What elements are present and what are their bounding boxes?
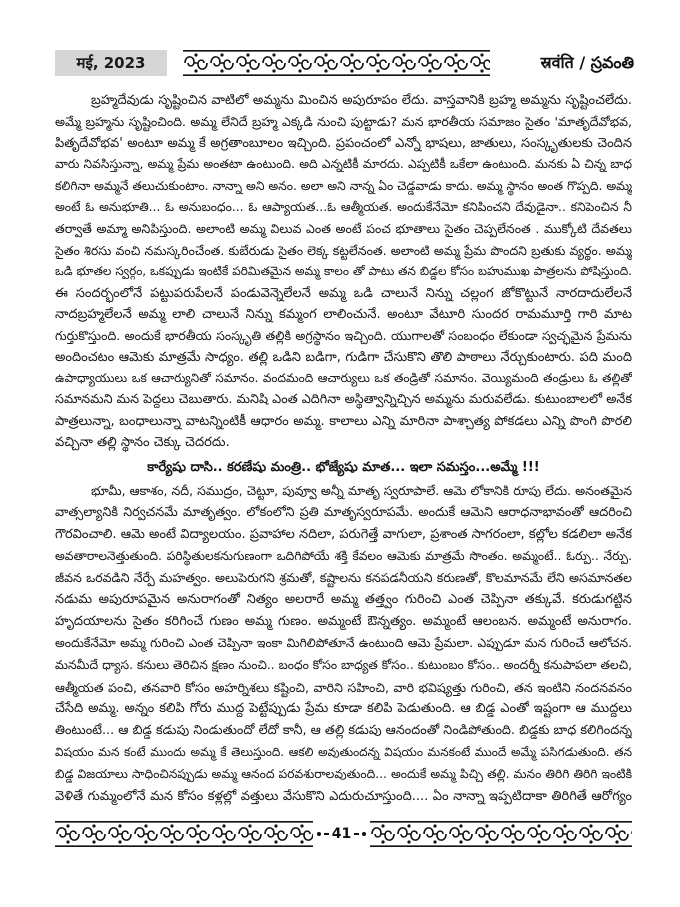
paragraph-1-line: గుర్తుకొస్తుంది. అందుకే భారతీయ సంస్కృతి తల్లికి అగ్రస్థానం ఇచ్చింది. యుగాలతో సంబంధం లేకుండా స్వచ్ఛమైన ప్రేమను: [55, 328, 632, 344]
paragraph-1-line: బ్రహ్మదేవుడు సృష్టించిన వాటిలో అమ్మను మించిన అపురూపం లేదు. వాస్తవానికి బ్రహ్మ అమ్మను సృష్టించలేదు.: [91, 93, 632, 108]
paragraph-1-line: కలిగినా అమ్మనే తలుచుకుంటాం. నాన్నా అని అనం. అలా అని నాన్న ఏం చెడ్డవాడు కాదు. అమ్మ స్థానం అంత గొప్పది. అమ్మ: [55, 178, 632, 193]
paragraph-1-line: నాదబ్రహ్మలేలనే అమ్మ లాలి చాలునే నిన్ను కమ్మంగ లాలించునే. అంటూ వేటూరి సుందర రామమూర్తి గారి మాట: [55, 306, 632, 322]
paragraph-1-line: పాత్రలున్నా, బంధాలున్నా వాటన్నింటికీ ఆధారం అమ్మ. కాలాలు ఎన్ని మారినా పాశ్చాత్య పోకడలు ఎన్ని పొంగి పొరలి: [55, 413, 632, 429]
article-paragraph-1: [55, 90, 632, 454]
paragraph-2-line: అవతారాలనెత్తుతుంది. పరిస్థితులకనుగుణంగా ఒదిగిపోయే శక్తి కేవలం ఆమెకు మాత్రమే సొంతం. అమ్మంటే.. ఓర్పు.. నేర్పు.: [55, 548, 632, 563]
paragraph-2-line: హృదయాలను సైతం కరిగించే గుణం అమ్మ గుణం. అమ్మంటే ఔన్నత్యం. అమ్మంటే ఆలంబన. అమ్మంటే అనురాగం.: [55, 614, 632, 630]
paragraph-2-line: భూమీ, ఆకాశం, నదీ, సముద్రం, చెట్టూ, పువ్వూ అన్నీ మాతృ స్వరూపాలే. ఆమె లోకానికి రూపు లేదు. అనంతమైన: [91, 483, 632, 498]
page-number-badge: [313, 821, 370, 847]
paragraph-2-line: చేసేది అమ్మ. అన్నం కలిపి గోరు ముద్ద పెట్టేప్పుడు ప్రేమ కూడా కలిపి పెడుతుంది. ఆ బిడ్డ ఎంతో ఇష్టంగా ఆ ముద్దలు: [55, 701, 632, 717]
paragraph-1-line: సైతం శిరసు వంచి నమస్కరించేంత. కుబేరుడు సైతం లెక్క కట్టలేనంత. అలాంటి అమ్మ ప్రేమ పొందని బ్రతుకు వ్యర్థం. అమ్మ: [55, 242, 632, 258]
footer-ornament-left: [55, 821, 313, 847]
header-ornament-border: [183, 50, 490, 76]
paragraph-1-line: పితృదేవోభవ' అంటూ అమ్మ కే అగ్రతాంబూలం ఇచ్చింది. ప్రపంచంలో ఎన్నో భాషలు, జాతులు, సంస్కృతులకు చెందిన: [55, 135, 632, 151]
paragraph-2-line: నడుమ అపురూపమైన అనురాగంతో నిత్యం అలరారే అమ్మ తత్త్వం గురించి ఎంత చెప్పినా తక్కువే. కరుడుగట్టిన: [55, 592, 632, 608]
paragraph-1-line: అందించటం ఆమెకు మాత్రమే సాధ్యం. తల్లి ఒడిని బడిగా, గుడిగా చేసుకొని తొలి పాఠాలు నేర్చుకుంటారు. పది మంది: [55, 349, 632, 365]
paragraph-1-line: తర్వాతే అమ్మా అనిపిస్తుంది. అలాంటి అమ్మ విలువ ఎంత అంటే పంచ భూతాలు సైతం చెప్పలేనంత . ముక్కోటి దేవతలు: [55, 221, 632, 237]
paragraph-2-line: మనమీదే ధ్యాస. కనులు తెరిచిన క్షణం నుంచి.. బంధం కోసం బాధ్యత కోసం.. కుటుంబం కోసం.. అందర్నీ కనుపాపలా తలచి,: [55, 657, 632, 672]
paragraph-2-line: వాత్సల్యానికి నిర్వచనమే మాతృత్వం. లోకంలోని ప్రతి మాతృస్వరూపమే. అందుకే ఆమెని ఆరాధనాభావంతో ఆదరించి: [55, 504, 632, 520]
footer-ornament-right: [370, 821, 632, 847]
paragraph-1-line: అమ్మే బ్రహ్మను సృష్టించింది. అమ్మ లేనిదే బ్రహ్మ ఎక్కడి నుంచి పుట్టాడు? మన భారతీయ సమాజం సైతం 'మాతృదేవోభవ,: [55, 114, 632, 130]
paragraph-2-line: బిడ్డ విజయాలు సాధించినప్పుడు అమ్మ ఆనంద పరవశురాలవుతుంది... అందుకే అమ్మ పిచ్చి తల్లి. మనం తిరిగి తిరిగి ఇంటికి: [55, 766, 632, 781]
paragraph-1-line: వారు నివసిస్తున్నా, అమ్మ ప్రేమ అంతటా ఉంటుంది. అది ఎన్నటికీ మారదు. ఎప్పటికీ ఒకేలా ఉంటుంది. మనకు ఏ చిన్న బాధ: [55, 157, 632, 172]
paragraph-1-line: ఒడి భూతల స్వర్గం, ఒకప్పుడు ఇంటికే పరిమితమైన అమ్మ కాలం తో పాటు తన బిడ్డల కోసం బహుముఖ పాత్రలను పోషిస్తుంది.: [55, 264, 632, 279]
paragraph-1-line: ఉపాధ్యాయులు ఒక ఆచార్యునితో సమానం. వందమంది ఆచార్యులు ఒక తండ్రితో సమానం. వెయ్యిమంది తండ్రులు ఓ తల్లితో: [55, 371, 632, 386]
paragraph-2-line: అందుకేనేమో అమ్మ గురించి ఎంత చెప్పినా ఇంకా మిగిలిపోతూనే ఉంటుంది ఆమె ప్రేమలా. ఎప్పుడూ మన గురించే ఆలోచన.: [55, 635, 632, 650]
paragraph-2-line: ఆత్మీయత పంచి, తనవారి కోసం అహర్నిశలు కష్టించి, వారిని సహించి, వారి భవిష్యత్తు గురించి, తన ఇంటిని నందనవనం: [55, 679, 632, 695]
ornament-dot: [362, 832, 366, 836]
paragraph-2-line: తింటుంటే... ఆ బిడ్డ కడుపు నిండుతుందో లేదో కానీ, ఆ తల్లి కడుపు ఆనందంతో నిండిపోతుంది. బిడ్డకు బాధ కలిగిందన్న: [55, 723, 632, 739]
article-subheading: కార్యేషు దాసి.. కరణేషు మంత్రి.. భోజ్యేషు మాత... ఇలా సమస్తం...అమ్మే !!!: [147, 460, 540, 475]
paragraph-2-line: విషయం మన కంటే ముందు అమ్మ కే తెలుస్తుంది. ఆకలి అవుతుందన్న విషయం మనకంటే ముందే అమ్మే పసిగడుతుంది. తన: [55, 745, 632, 760]
paragraph-1-line: సమానమని మన పెద్దలు చెబుతారు. మనిషి ఎంత ఎదిగినా అస్థిత్వాన్నిచ్చిన అమ్మను మరువలేడు. కుటుంబాలలో అనేక: [55, 392, 632, 408]
page-number: 41: [331, 826, 352, 842]
paragraph-2-line: జీవన ఒరవడిని నేర్పే మహత్వం. అలుపెరుగని శ్రమతో, కష్టాలను కనపడనీయని కరుణతో, కొలమానమే లేని అసమానతల: [55, 570, 632, 586]
paragraph-1-line: వచ్చినా తల్లి స్థానం చెక్కు చెదరదు.: [55, 435, 230, 451]
paragraph-1-line: ఈ సందర్భంలోనే పట్టుపరుపేలనే పండువెన్నెలేలనే అమ్మ ఒడి చాలునే నిన్ను చల్లంగ జోకొట్టునే నారదాదులేలనే: [55, 285, 632, 301]
article-paragraph-2: [55, 480, 632, 808]
magazine-title: स्रवंति / స్రవంతి: [540, 53, 634, 72]
paragraph-2-line: గౌరవించాలి. ఆమె అంటే విద్యాలయం. ప్రవాహాల నదిలా, పరుగెత్తే వాగులా, ప్రశాంత సాగరంలా, కల్లోల కడలిలా అనేక: [55, 526, 632, 542]
issue-date-label: मई, 2023: [55, 50, 167, 76]
ornament-dash: [354, 833, 359, 835]
ornament-dash: [324, 833, 329, 835]
ornament-dot: [317, 832, 321, 836]
paragraph-1-line: అంటే ఓ అనుభూతి... ఓ అనుబంధం... ఓ ఆప్యాయత...ఓ ఆత్మీయత. అందుకేనేమో కనిపించని దేవుడైనా.. కనిపెంచిన నీ: [55, 199, 632, 214]
paragraph-2-line: వెళితే గుమ్మంలోనే మన కోసం కళ్లల్లో వత్తులు వేసుకొని ఎదురుచూస్తుంది.... ఏం నాన్నా ఇప్పటిదాకా తిరిగితే ఆరోగ్యం: [55, 788, 632, 804]
